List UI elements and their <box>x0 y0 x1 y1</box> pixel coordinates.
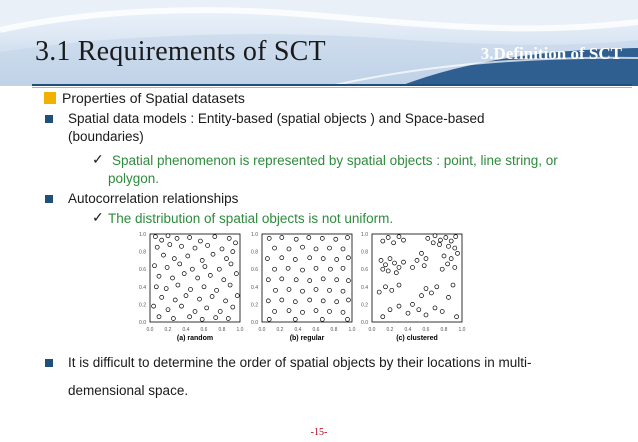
section-heading <box>44 90 245 106</box>
data-point <box>228 283 232 287</box>
data-point <box>397 283 401 287</box>
data-point <box>301 289 305 293</box>
panel-caption: (c) clustered <box>396 335 438 342</box>
y-tick-label: 0.0 <box>361 320 368 326</box>
x-tick-label: 0.6 <box>200 327 208 333</box>
data-point <box>293 300 297 304</box>
data-point <box>188 236 192 240</box>
data-point <box>328 309 332 313</box>
data-point <box>234 272 238 276</box>
data-point <box>447 295 451 299</box>
data-point <box>388 257 392 261</box>
data-point <box>446 262 450 266</box>
data-point <box>406 311 410 315</box>
data-point <box>346 317 350 321</box>
data-point <box>160 238 164 242</box>
data-point <box>165 265 169 269</box>
data-point <box>402 260 406 264</box>
data-point <box>438 238 442 242</box>
data-point <box>415 258 419 262</box>
data-point <box>328 267 332 271</box>
data-point <box>402 238 406 242</box>
data-point <box>166 308 170 312</box>
data-point <box>267 317 271 321</box>
data-point <box>334 237 338 241</box>
data-point <box>152 304 156 308</box>
y-tick-label: 0.8 <box>139 249 146 256</box>
y-tick-label: 1.0 <box>361 232 368 238</box>
data-point <box>301 268 305 272</box>
data-point <box>153 235 157 239</box>
data-point <box>168 243 172 247</box>
data-point <box>301 310 305 314</box>
x-tick-label: 0.8 <box>330 327 338 333</box>
data-point <box>420 251 424 255</box>
data-point <box>440 309 444 313</box>
sub-bullet-2-text: The distribution of spatial objects is not uniform. <box>108 211 394 226</box>
data-point <box>397 304 401 308</box>
section-heading-text: Properties of Spatial datasets <box>62 90 245 106</box>
data-point <box>286 266 290 270</box>
data-point <box>393 261 397 265</box>
data-point <box>431 241 435 245</box>
data-point <box>235 294 239 298</box>
bullet-icon <box>45 195 53 203</box>
data-point <box>294 278 298 282</box>
data-point <box>320 317 324 321</box>
x-tick-label: 0.4 <box>294 327 302 333</box>
data-point <box>426 236 430 240</box>
data-point <box>411 302 415 306</box>
data-point <box>308 279 312 283</box>
data-point <box>392 241 396 245</box>
data-point <box>215 288 219 292</box>
bullet-1-line-1: Spatial data models : Entity-based (spatial objects ) and Space-based <box>68 111 485 126</box>
scatter-panel <box>361 232 466 342</box>
data-point <box>205 306 209 310</box>
bullet-3-line-2: demensional space. <box>68 383 189 398</box>
data-point <box>433 306 437 310</box>
x-tick-label: 0.0 <box>146 327 154 333</box>
data-point <box>397 235 401 239</box>
data-point <box>454 235 458 239</box>
data-point <box>222 278 226 282</box>
data-point <box>266 299 270 303</box>
data-point <box>198 297 202 301</box>
data-point <box>153 264 157 268</box>
data-point <box>175 236 179 240</box>
bullet-icon <box>45 359 53 367</box>
data-point <box>321 299 325 303</box>
x-tick-label: 0.2 <box>276 327 284 333</box>
data-point <box>453 265 457 269</box>
data-point <box>433 234 437 238</box>
x-tick-label: 0.2 <box>386 327 394 333</box>
data-point <box>214 316 218 320</box>
data-point <box>287 247 291 251</box>
data-point <box>229 262 233 266</box>
section-label: 3.Definition of SCT <box>480 44 622 63</box>
data-point <box>172 257 176 261</box>
y-tick-label: 1.0 <box>139 232 146 238</box>
data-point <box>198 239 202 243</box>
data-point <box>417 308 421 312</box>
data-point <box>341 289 345 293</box>
panel-caption: (b) regular <box>289 335 325 342</box>
title-rule <box>32 84 632 86</box>
data-point <box>273 267 277 271</box>
checkmark-icon: ✓ <box>92 209 104 225</box>
x-tick-label: 0.0 <box>368 327 376 333</box>
x-tick-label: 0.2 <box>164 327 172 333</box>
data-point <box>160 295 164 299</box>
data-point <box>293 317 297 321</box>
y-tick-label: 0.8 <box>361 249 368 256</box>
data-point <box>321 277 325 281</box>
data-point <box>206 243 210 247</box>
data-point <box>379 258 383 262</box>
data-point <box>231 305 235 309</box>
data-point <box>227 236 231 240</box>
y-tick-label: 0.4 <box>361 284 368 291</box>
title-rule-thin <box>32 87 632 88</box>
data-point <box>381 239 385 243</box>
data-point <box>226 316 230 320</box>
data-point <box>328 246 332 250</box>
bullet-1-line-2: (boundaries) <box>68 129 144 144</box>
data-point <box>308 256 312 260</box>
data-point <box>451 283 455 287</box>
data-point <box>394 271 398 275</box>
data-point <box>314 247 318 251</box>
x-tick-label: 1.0 <box>458 327 466 333</box>
data-point <box>321 257 325 261</box>
bullet-2-text: Autocorrelation relationships <box>68 191 239 206</box>
data-point <box>386 269 390 273</box>
data-point <box>265 257 269 261</box>
data-point <box>166 234 170 238</box>
x-tick-label: 0.0 <box>258 327 266 333</box>
data-point <box>335 300 339 304</box>
data-point <box>424 313 428 317</box>
data-point <box>346 256 350 260</box>
data-point <box>273 309 277 313</box>
data-point <box>218 309 222 313</box>
slide-title: 3.1 Requirements of SCT <box>35 36 326 67</box>
data-point <box>453 246 457 250</box>
y-tick-label: 0.2 <box>139 302 146 309</box>
data-point <box>193 309 197 313</box>
data-point <box>386 236 390 240</box>
data-point <box>287 287 291 291</box>
sub-bullet-1-line-1: Spatial phenomenon is represented by spatial objects : point, line string, or <box>112 153 558 168</box>
data-point <box>444 236 448 240</box>
scatter-panel <box>251 232 356 342</box>
data-point <box>193 246 197 250</box>
data-point <box>176 283 180 287</box>
bullet-3-line-1: It is difficult to determine the order of spatial objects by their locations in multi- <box>68 355 532 370</box>
data-point <box>301 245 305 249</box>
data-point <box>189 287 193 291</box>
sub-bullet-1-line-2: polygon. <box>108 171 160 186</box>
data-point <box>203 265 207 269</box>
data-point <box>273 246 277 250</box>
data-point <box>429 291 433 295</box>
data-point <box>225 257 229 261</box>
x-tick-label: 0.4 <box>182 327 190 333</box>
y-tick-label: 0.4 <box>139 284 146 291</box>
data-point <box>157 315 161 319</box>
data-point <box>154 285 158 289</box>
data-point <box>438 243 442 247</box>
data-point <box>178 262 182 266</box>
data-point <box>173 298 177 302</box>
data-point <box>294 237 298 241</box>
data-point <box>213 235 217 239</box>
y-tick-label: 0.2 <box>251 302 258 309</box>
y-tick-label: 0.0 <box>251 320 258 326</box>
y-tick-label: 0.8 <box>251 249 258 256</box>
square-bullet-icon <box>44 92 56 104</box>
data-point <box>157 274 161 278</box>
y-tick-label: 0.6 <box>361 267 368 274</box>
data-point <box>341 247 345 251</box>
data-point <box>190 267 194 271</box>
data-point <box>420 294 424 298</box>
data-point <box>307 236 311 240</box>
data-point <box>280 256 284 260</box>
page-number: -15- <box>310 427 328 438</box>
data-point <box>234 241 238 245</box>
data-point <box>341 266 345 270</box>
data-point <box>320 236 324 240</box>
data-point <box>346 279 350 283</box>
x-tick-label: 0.6 <box>422 327 430 333</box>
data-point <box>208 273 212 277</box>
data-point <box>447 244 451 248</box>
scatter-panel <box>139 232 244 342</box>
point-distribution-figure <box>122 228 482 344</box>
data-point <box>449 239 453 243</box>
data-point <box>200 317 204 321</box>
data-point <box>171 276 175 280</box>
y-tick-label: 0.6 <box>251 267 258 274</box>
data-point <box>293 258 297 262</box>
data-point <box>328 288 332 292</box>
data-point <box>155 245 159 249</box>
data-point <box>280 298 284 302</box>
data-point <box>231 250 235 254</box>
data-point <box>224 299 228 303</box>
x-tick-label: 0.8 <box>218 327 226 333</box>
data-point <box>424 257 428 261</box>
data-point <box>442 254 446 258</box>
data-point <box>449 257 453 261</box>
checkmark-icon: ✓ <box>92 151 104 167</box>
data-point <box>266 278 270 282</box>
data-point <box>210 294 214 298</box>
data-point <box>422 264 426 268</box>
data-point <box>162 253 166 257</box>
data-point <box>411 265 415 269</box>
data-point <box>211 252 215 256</box>
x-tick-label: 1.0 <box>236 327 244 333</box>
data-point <box>200 258 204 262</box>
data-point <box>267 236 271 240</box>
data-point <box>308 298 312 302</box>
data-point <box>346 298 350 302</box>
y-tick-label: 0.4 <box>251 284 258 291</box>
x-tick-label: 1.0 <box>348 327 356 333</box>
x-tick-label: 0.8 <box>440 327 448 333</box>
data-point <box>314 266 318 270</box>
data-point <box>280 277 284 281</box>
bullet-icon <box>45 115 53 123</box>
data-point <box>196 276 200 280</box>
data-point <box>182 272 186 276</box>
data-point <box>335 258 339 262</box>
data-point <box>424 287 428 291</box>
x-tick-label: 0.6 <box>312 327 320 333</box>
data-point <box>314 287 318 291</box>
data-point <box>455 315 459 319</box>
x-tick-label: 0.4 <box>404 327 412 333</box>
data-point <box>171 316 175 320</box>
data-point <box>188 315 192 319</box>
data-point <box>388 308 392 312</box>
data-point <box>217 267 221 271</box>
data-point <box>384 285 388 289</box>
data-point <box>456 251 460 255</box>
y-tick-label: 0.0 <box>139 320 146 326</box>
data-point <box>381 315 385 319</box>
data-point <box>202 285 206 289</box>
y-tick-label: 0.6 <box>139 267 146 274</box>
data-point <box>435 285 439 289</box>
data-point <box>180 304 184 308</box>
data-point <box>184 294 188 298</box>
data-point <box>381 267 385 271</box>
data-point <box>186 254 190 258</box>
y-tick-label: 0.2 <box>361 302 368 309</box>
data-point <box>346 236 350 240</box>
data-point <box>341 310 345 314</box>
data-point <box>397 265 401 269</box>
data-point <box>280 236 284 240</box>
data-point <box>440 267 444 271</box>
panel-caption: (a) random <box>176 335 214 342</box>
data-point <box>287 309 291 313</box>
data-point <box>384 263 388 267</box>
data-point <box>314 309 318 313</box>
data-point <box>377 290 381 294</box>
data-point <box>274 288 278 292</box>
data-point <box>180 244 184 248</box>
y-tick-label: 1.0 <box>251 232 258 238</box>
data-point <box>390 288 394 292</box>
slide-header <box>0 0 638 86</box>
data-point <box>335 278 339 282</box>
data-point <box>164 287 168 291</box>
data-point <box>220 247 224 251</box>
